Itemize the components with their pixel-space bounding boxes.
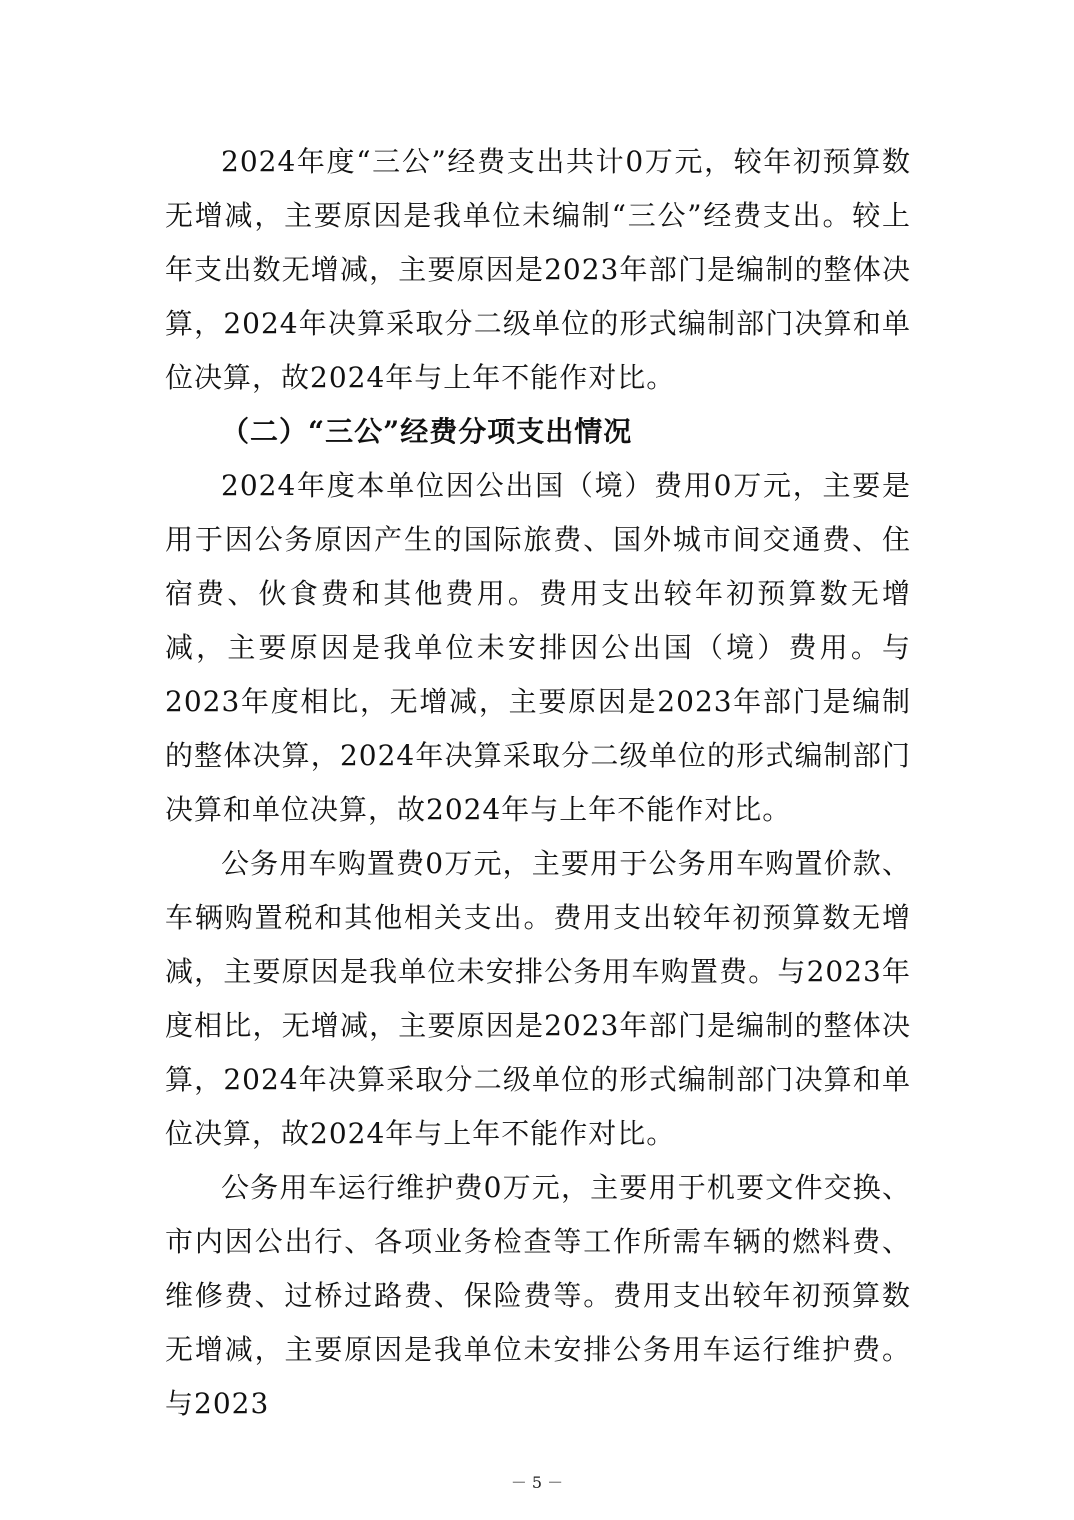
document-body [165,135,911,1431]
paragraph-overseas-travel: 2024年度本单位因公出国（境）费用0万元，主要是用于因公务原因产生的国际旅费、国外城市间交通费、住宿费、伙食费和其他费用。费用支出较年初预算数无增减，主要原因是我单位未安排因公出国（境）费用。与2023年度相比，无增减，主要原因是2023年部门是编制的整体决算，2024年决算采取分二级单位的形式编制部门决算和单位决算，故2024年与上年不能作对比。 [165,469,911,826]
paragraph-vehicle-purchase: 公务用车购置费0万元，主要用于公务用车购置价款、车辆购置税和其他相关支出。费用支出较年初预算数无增减，主要原因是我单位未安排公务用车购置费。与2023年度相比，无增减，主要原因是2023年部门是编制的整体决算，2024年决算采取分二级单位的形式编制部门决算和单位决算，故2024年与上年不能作对比。 [165,847,911,1150]
paragraph-total-expenditure: 2024年度“三公”经费支出共计0万元，较年初预算数无增减，主要原因是我单位未编制“三公”经费支出。较上年支出数无增减，主要原因是2023年部门是编制的整体决算，2024年决算采取分二级单位的形式编制部门决算和单位决算，故2024年与上年不能作对比。 [165,145,911,394]
section-heading: （二）“三公”经费分项支出情况 [221,415,633,448]
page-number: － 5 － [510,1473,564,1492]
paragraph-vehicle-maintenance: 公务用车运行维护费0万元，主要用于机要文件交换、市内因公出行、各项业务检查等工作所需车辆的燃料费、维修费、过桥过路费、保险费等。费用支出较年初预算数无增减，主要原因是我单位未安排公务用车运行维护费。与2023 [165,1171,911,1420]
